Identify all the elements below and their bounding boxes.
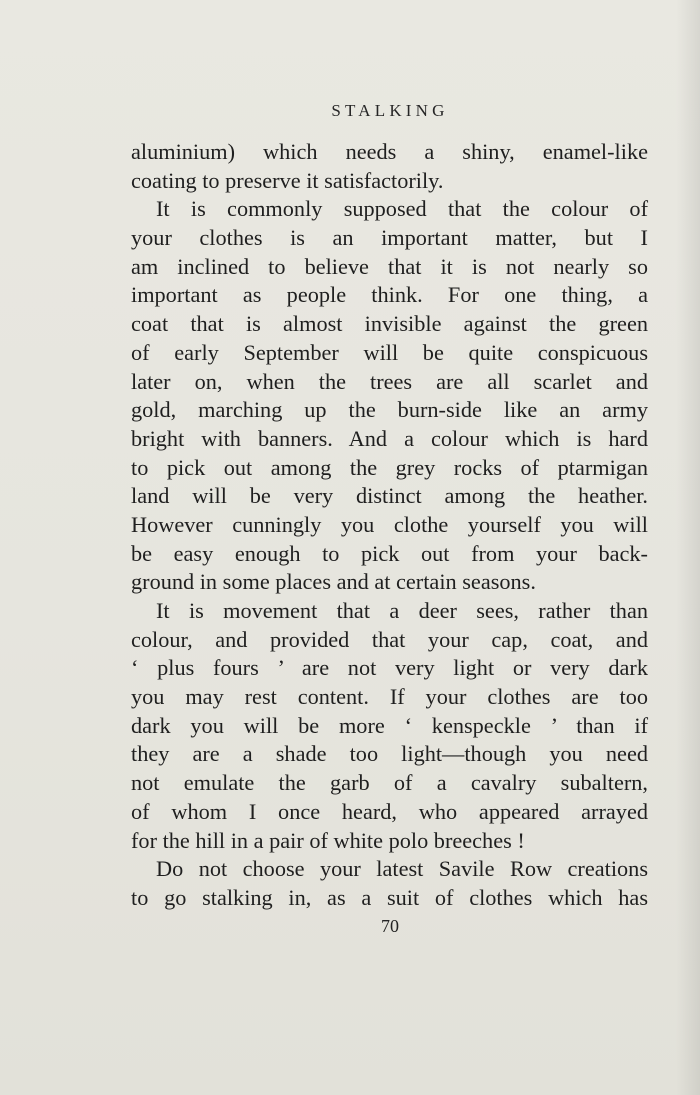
text-line: It is commonly supposed that the colour of [156,196,648,222]
text-line: you may rest content. If your clothes are too [131,684,648,710]
body-text [131,138,648,913]
text-line: they are a shade too light—though you need [131,741,648,767]
text-line: be easy enough to pick out from your back- [131,540,648,566]
text-line: dark you will be more ‘ kenspeckle ’ than if [131,712,648,738]
text-line: of whom I once heard, who appeared arrayed [131,798,648,824]
running-head: STALKING [331,101,449,120]
text-line: gold, marching up the burn-side like an army [131,397,648,423]
page-number: 70 [381,916,399,936]
text-line: coat that is almost invisible against the green [131,311,648,337]
text-line: coating to preserve it satisfactorily. [131,167,444,193]
text-line: later on, when the trees are all scarlet and [131,368,648,394]
text-line: ‘ plus fours ’ are not very light or very dark [131,655,648,681]
text-line: important as people think. For one thing, a [131,282,648,308]
text-line: aluminium) which needs a shiny, enamel-like [131,139,648,164]
text-line: It is movement that a deer sees, rather than [156,598,648,623]
text-line: ground in some places and at certain seasons. [131,569,536,595]
text-line: of early September will be quite conspicuous [131,339,648,365]
text-line: However cunningly you clothe yourself you will [131,511,648,537]
text-line: to pick out among the grey rocks of ptarmigan [131,454,648,480]
text-line: colour, and provided that your cap, coat, and [131,626,648,652]
text-line: bright with banners. And a colour which is hard [131,425,648,451]
text-line: for the hill in a pair of white polo breeches ! [131,827,525,853]
text-line: land will be very distinct among the heather. [131,483,648,509]
text-line: to go stalking in, as a suit of clothes which has [131,884,648,910]
text-line: your clothes is an important matter, but I [131,225,648,251]
text-line: not emulate the garb of a cavalry subaltern, [131,770,648,796]
text-line: Do not choose your latest Savile Row creations [156,856,648,882]
page-edge-shadow [676,0,700,1095]
text-line: am inclined to believe that it is not nearly so [131,253,648,279]
